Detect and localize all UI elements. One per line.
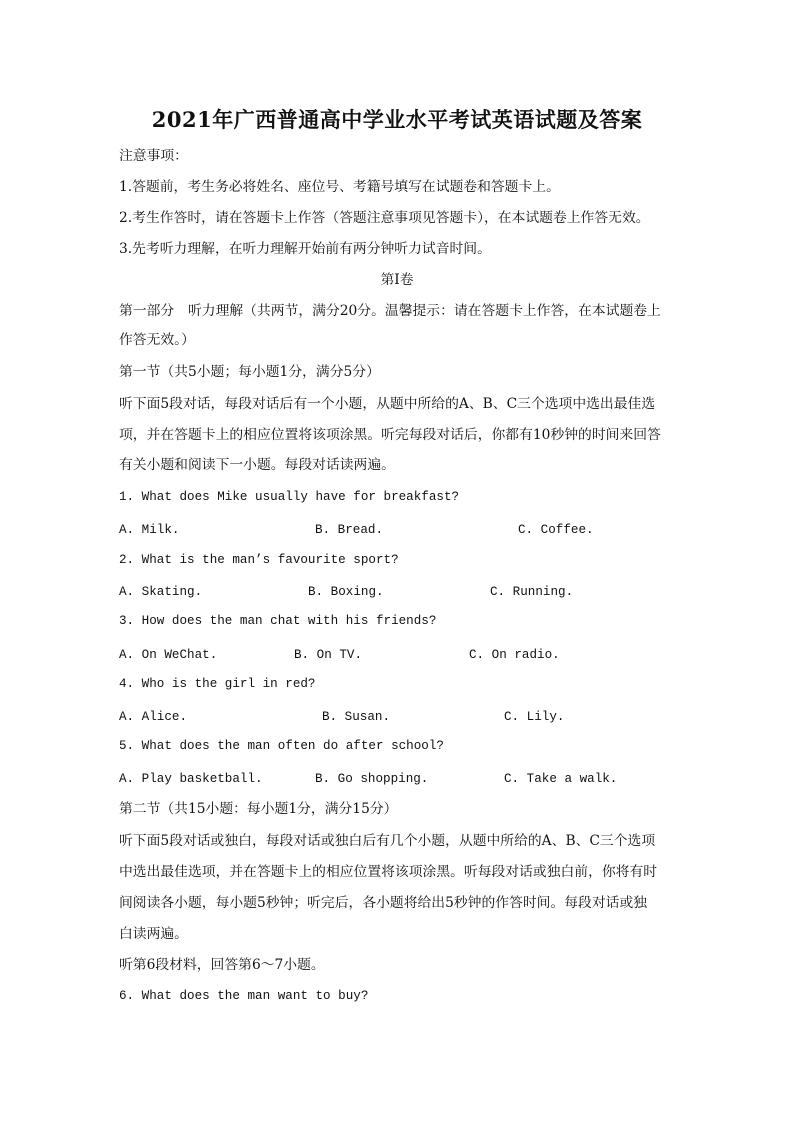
section1-header: 第一节（共5小题；每小题1分，满分5分） <box>119 364 380 380</box>
option-a: A. Skating. <box>119 585 203 599</box>
option-c: C. Lily. <box>504 710 565 724</box>
material-note: 听第6段材料，回答第6～7小题。 <box>119 957 325 973</box>
notice-item: 1.答题前，考生务必将姓名、座位号、考籍号填写在试题卷和答题卡上。 <box>119 179 560 195</box>
volume-label: 第Ⅰ卷 <box>380 272 414 288</box>
option-a: A. On WeChat. <box>119 648 218 662</box>
question-stem: 3. How does the man chat with his friends? <box>119 614 437 628</box>
option-b: B. Susan. <box>322 710 391 724</box>
option-a: A. Milk. <box>119 523 180 537</box>
question-stem: 5. What does the man often do after school? <box>119 739 444 753</box>
section1-instruction: 有关小题和阅读下一小题。每段对话读两遍。 <box>119 457 395 473</box>
notice-item: 3.先考听力理解，在听力理解开始前有两分钟听力试音时间。 <box>119 241 491 257</box>
section2-instruction: 听下面5段对话或独白，每段对话或独白后有几个小题，从题中所给的A、B、C三个选项 <box>119 833 656 849</box>
question-stem: 4. Who is the girl in red? <box>119 677 316 691</box>
notice-header: 注意事项： <box>119 148 188 164</box>
section2-instruction: 白读两遍。 <box>119 926 188 942</box>
section1-instruction: 项，并在答题卡上的相应位置将该项涂黑。听完每段对话后，你都有10秒钟的时间来回答 <box>119 427 661 443</box>
question-stem: 2. What is the man’s favourite sport? <box>119 553 399 567</box>
section1-instruction: 听下面5段对话，每段对话后有一个小题，从题中所给的A、B、C三个选项中选出最佳选 <box>119 396 656 412</box>
notice-item: 2.考生作答时，请在答题卡上作答（答题注意事项见答题卡），在本试题卷上作答无效。 <box>119 210 650 226</box>
part1-heading-line: 作答无效。） <box>119 332 195 348</box>
option-b: B. Boxing. <box>308 585 384 599</box>
option-c: C. Coffee. <box>518 523 594 537</box>
question-stem: 1. What does Mike usually have for breakfast? <box>119 490 460 504</box>
option-c: C. On radio. <box>469 648 560 662</box>
question-stem: 6. What does the man want to buy? <box>119 989 369 1003</box>
option-b: B. On TV. <box>294 648 363 662</box>
option-b: B. Go shopping. <box>315 772 429 786</box>
option-c: C. Running. <box>490 585 574 599</box>
option-b: B. Bread. <box>315 523 384 537</box>
section2-instruction: 中选出最佳选项，并在答题卡上的相应位置将该项涂黑。听每段对话或独白前，你将有时 <box>119 864 658 880</box>
option-c: C. Take a walk. <box>504 772 618 786</box>
document-title: 2021年广西普通高中学业水平考试英语试题及答案 <box>151 107 643 132</box>
section2-header: 第二节（共15小题：每小题1分，满分15分） <box>119 801 398 817</box>
option-a: A. Play basketball. <box>119 772 263 786</box>
part1-heading-line: 第一部分 听力理解（共两节，满分20分。温馨提示：请在答题卡上作答，在本试题卷上 <box>119 303 661 319</box>
section2-instruction: 间阅读各小题，每小题5秒钟；听完后，各小题将给出5秒钟的作答时间。每段对话或独 <box>119 895 648 911</box>
option-a: A. Alice. <box>119 710 188 724</box>
